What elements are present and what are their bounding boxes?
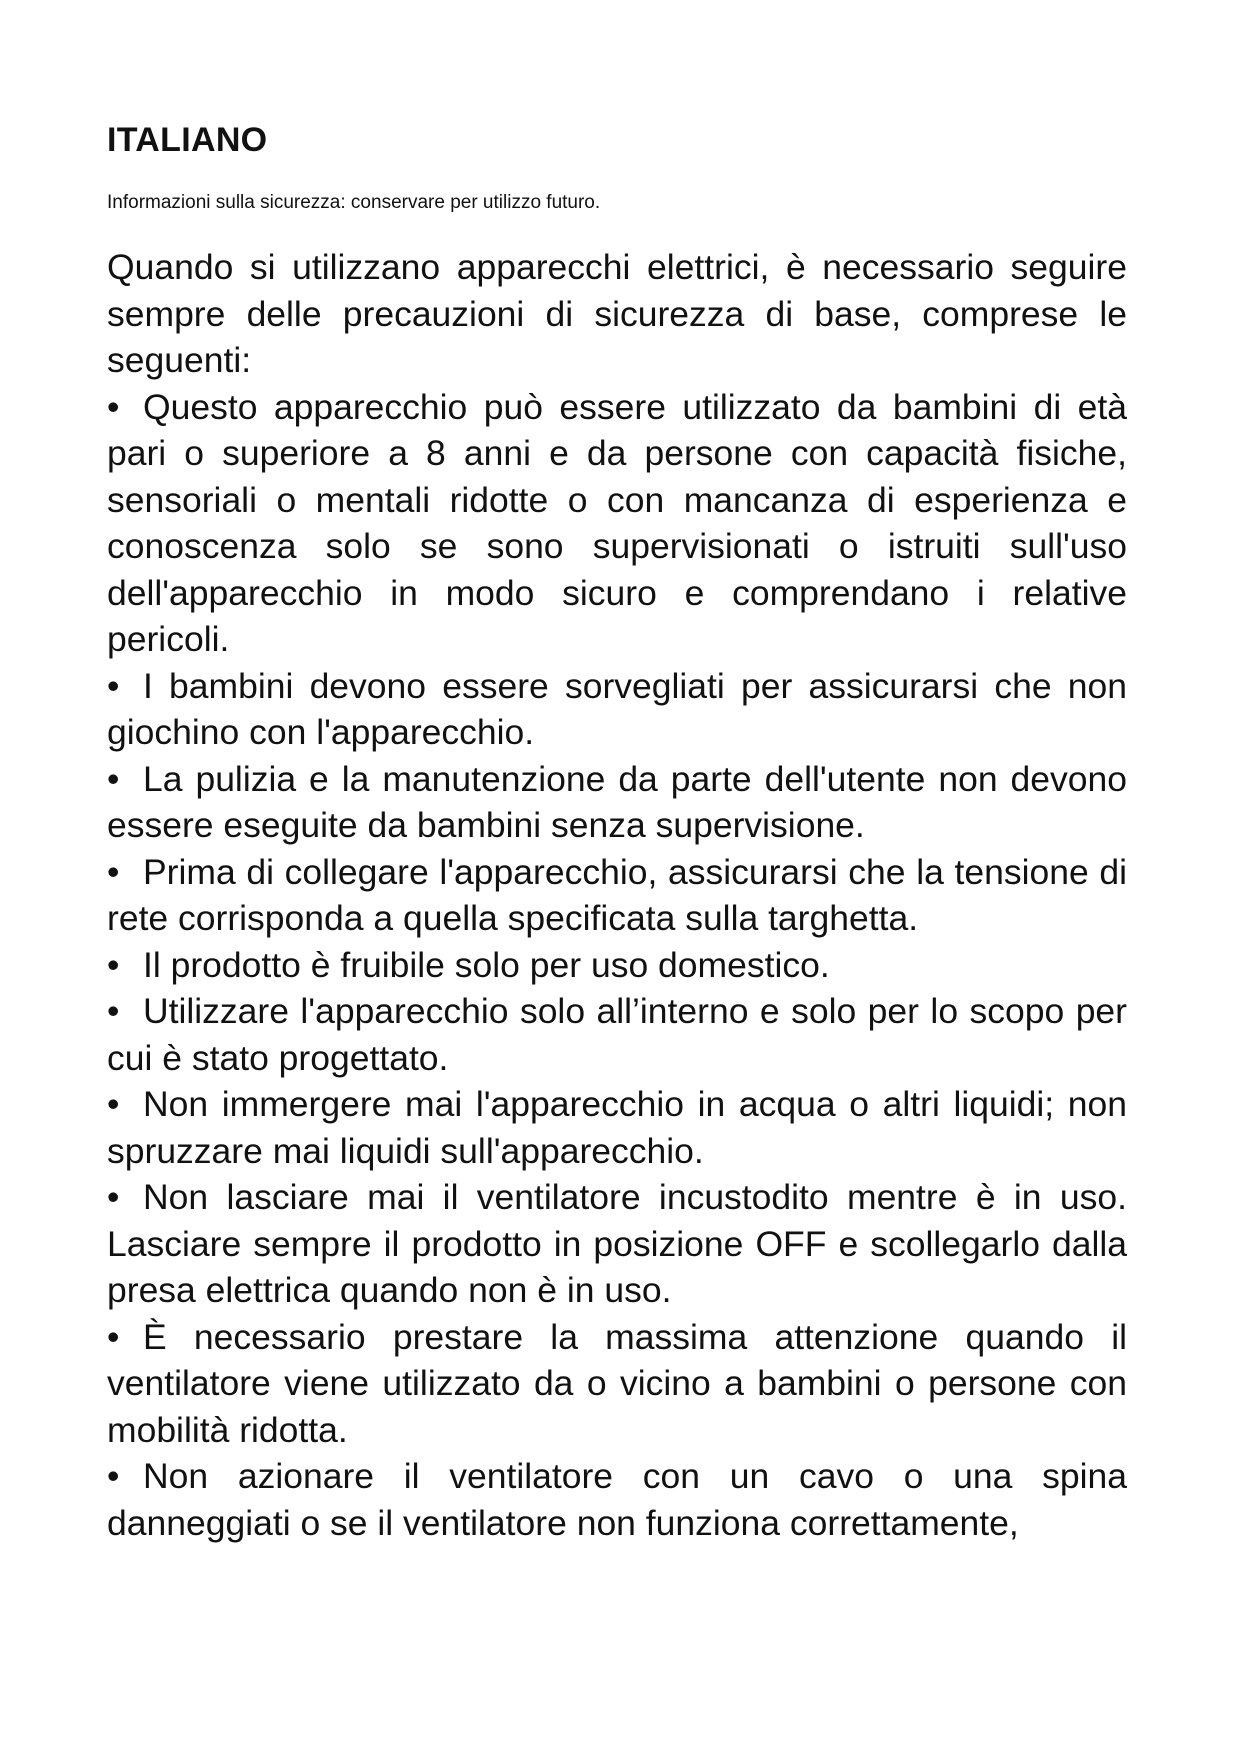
bullet-text: È necessario prestare la massima attenzione quando il ventilatore viene utilizzato da o vicino a bambini o persone con mobilità ridotta. xyxy=(107,1316,1127,1450)
bullet-text: Non immergere mai l'apparecchio in acqua o altri liquidi; non spruzzare mai liquidi sull'apparecchio. xyxy=(107,1084,1127,1171)
bullet-text: Questo apparecchio può essere utilizzato da bambini di età pari o superiore a 8 anni e da persone con capacità fisiche, sensoriali o mentali ridotte o con mancanza di esperienza e conoscenza solo se sono supervisionati o istruiti sull'uso dell'apparecchio in modo sicuro e comprendano i relative pericoli. xyxy=(107,386,1127,659)
document-page xyxy=(107,120,1127,1546)
bullet-item xyxy=(107,988,1127,1081)
bullet-item xyxy=(107,849,1127,942)
intro-paragraph: Quando si utilizzano apparecchi elettrici, è necessario seguire sempre delle precauzioni di sicurezza di base, comprese le seguenti: xyxy=(107,247,1127,380)
bullet-icon: • xyxy=(107,1084,120,1124)
safety-instructions xyxy=(107,244,1127,1546)
bullet-item xyxy=(107,942,1127,989)
page-subtitle: Informazioni sulla sicurezza: conservare per utilizzo futuro. xyxy=(107,192,601,213)
bullet-text: Il prodotto è fruibile solo per uso domestico. xyxy=(143,944,830,985)
bullet-text: Prima di collegare l'apparecchio, assicurarsi che la tensione di rete corrisponda a quella specificata sulla targhetta. xyxy=(107,851,1127,938)
bullet-icon: • xyxy=(107,944,120,985)
bullet-icon: • xyxy=(107,386,120,427)
bullet-text: I bambini devono essere sorvegliati per assicurarsi che non giochino con l'apparecchio. xyxy=(107,665,1127,752)
bullet-icon: • xyxy=(107,1456,120,1496)
bullet-icon: • xyxy=(107,991,120,1031)
page-title: ITALIANO xyxy=(107,121,268,159)
bullet-text: Non lasciare mai il ventilatore incustodito mentre è in uso. Lasciare sempre il prodotto in posizione OFF e scollegarlo dalla presa elettrica quando non è in uso. xyxy=(107,1177,1127,1310)
bullet-icon: • xyxy=(107,1177,120,1217)
bullet-text: Non azionare il ventilatore con un cavo o una spina danneggiati o se il ventilatore non funziona correttamente, xyxy=(107,1456,1127,1543)
bullet-text: Utilizzare l'apparecchio solo all’interno e solo per lo scopo per cui è stato progettato. xyxy=(107,991,1127,1078)
bullet-item xyxy=(107,1314,1127,1454)
bullet-icon: • xyxy=(107,1316,120,1357)
bullet-icon: • xyxy=(107,665,120,706)
bullet-item xyxy=(107,1174,1127,1314)
bullet-item xyxy=(107,384,1127,663)
bullet-text: La pulizia e la manutenzione da parte dell'utente non devono essere eseguite da bambini senza supervisione. xyxy=(107,758,1127,845)
bullet-icon: • xyxy=(107,758,120,799)
bullet-item xyxy=(107,756,1127,849)
bullet-item xyxy=(107,1081,1127,1174)
bullet-item xyxy=(107,663,1127,756)
bullet-item xyxy=(107,1453,1127,1546)
bullet-icon: • xyxy=(107,851,120,892)
